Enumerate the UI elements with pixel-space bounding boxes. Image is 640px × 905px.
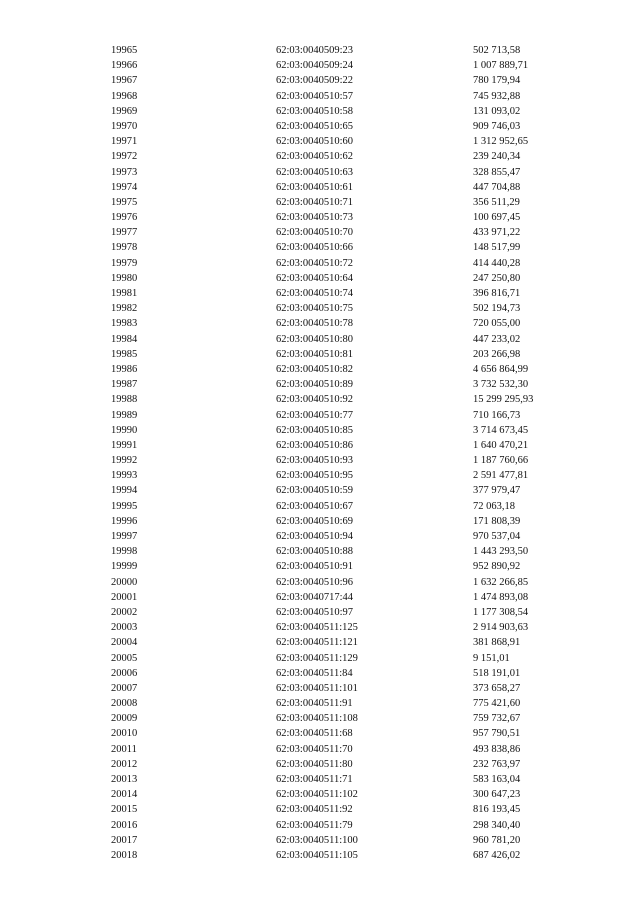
row-number: 19986: [111, 363, 138, 375]
table-row: [0, 392, 640, 407]
cadastral-number: 62:03:0040510:57: [276, 90, 354, 102]
cadastral-number: 62:03:0040510:88: [276, 546, 354, 558]
cadastral-number: 62:03:0040509:24: [276, 60, 354, 72]
row-number: 20011: [111, 743, 137, 755]
amount-value: 710 166,73: [473, 409, 521, 421]
row-number: 20010: [111, 728, 138, 740]
cadastral-number: 62:03:0040510:60: [276, 136, 354, 148]
cadastral-number: 62:03:0040511:80: [276, 758, 353, 770]
cadastral-number: 62:03:0040510:92: [276, 394, 354, 406]
row-number: 20016: [111, 819, 138, 831]
cadastral-number: 62:03:0040510:81: [276, 348, 354, 360]
row-number: 19979: [111, 257, 138, 269]
table-row: [0, 225, 640, 240]
table-row: [0, 438, 640, 453]
table-row: [0, 240, 640, 255]
amount-value: 377 979,47: [473, 485, 521, 497]
amount-value: 328 855,47: [473, 166, 521, 178]
amount-value: 493 838,86: [473, 743, 521, 755]
table-row: [0, 818, 640, 833]
row-number: 19993: [111, 470, 138, 482]
cadastral-number: 62:03:0040511:102: [276, 789, 358, 801]
row-number: 19985: [111, 348, 138, 360]
cadastral-number: 62:03:0040717:44: [276, 591, 354, 603]
row-number: 19977: [111, 227, 138, 239]
row-number: 20007: [111, 682, 138, 694]
row-number: 19968: [111, 90, 138, 102]
table-row: [0, 742, 640, 757]
row-number: 19981: [111, 288, 138, 299]
table-row: [0, 499, 640, 514]
row-number: 19969: [111, 105, 138, 117]
amount-value: 72 063,18: [473, 500, 515, 512]
cadastral-number: 62:03:0040510:67: [276, 500, 354, 512]
table-row: [0, 833, 640, 848]
amount-value: 298 340,40: [473, 819, 521, 831]
amount-value: 816 193,45: [473, 804, 521, 816]
cadastral-number: 62:03:0040510:69: [276, 515, 354, 527]
cadastral-number: 62:03:0040511:125: [276, 622, 358, 634]
row-number: 19999: [111, 561, 138, 573]
cadastral-number: 62:03:0040511:100: [276, 834, 358, 846]
table-row: [0, 165, 640, 180]
table-row: [0, 726, 640, 741]
amount-value: 3 732 532,30: [473, 379, 529, 391]
cadastral-number: 62:03:0040511:129: [276, 652, 358, 664]
cadastral-number: 62:03:0040509:22: [276, 75, 354, 87]
amount-value: 518 191,01: [473, 667, 521, 679]
row-number: 20008: [111, 698, 138, 710]
row-number: 19970: [111, 120, 138, 132]
table-row: [0, 711, 640, 726]
amount-value: 745 932,88: [473, 90, 521, 102]
amount-value: 1 632 266,85: [473, 576, 529, 588]
amount-value: 583 163,04: [473, 774, 521, 785]
row-number: 19994: [111, 485, 138, 497]
amount-value: 381 868,91: [473, 637, 521, 649]
table-row: [0, 104, 640, 119]
cadastral-number: 62:03:0040510:95: [276, 470, 354, 482]
table-row: [0, 544, 640, 559]
cadastral-number: 62:03:0040510:91: [276, 561, 354, 573]
cadastral-number: 62:03:0040509:23: [276, 45, 354, 56]
table-row: [0, 316, 640, 331]
cadastral-number: 62:03:0040510:71: [276, 196, 354, 208]
cadastral-number: 62:03:0040511:70: [276, 743, 353, 755]
cadastral-number: 62:03:0040510:72: [276, 257, 354, 269]
row-number: 19978: [111, 242, 138, 254]
amount-value: 396 816,71: [473, 288, 521, 299]
cadastral-number: 62:03:0040511:108: [276, 713, 358, 725]
amount-value: 100 697,45: [473, 212, 521, 224]
amount-value: 171 808,39: [473, 515, 521, 527]
amount-value: 970 537,04: [473, 531, 521, 542]
amount-value: 148 517,99: [473, 242, 521, 254]
table-row: [0, 73, 640, 88]
amount-value: 780 179,94: [473, 75, 521, 87]
cadastral-number: 62:03:0040510:94: [276, 531, 354, 542]
cadastral-number: 62:03:0040510:70: [276, 227, 354, 239]
amount-value: 447 233,02: [473, 333, 521, 345]
data-table: [0, 43, 640, 863]
amount-value: 687 426,02: [473, 849, 521, 861]
row-number: 20018: [111, 849, 138, 861]
cadastral-number: 62:03:0040511:105: [276, 849, 358, 861]
amount-value: 502 713,58: [473, 45, 521, 56]
table-row: [0, 772, 640, 787]
row-number: 20014: [111, 789, 138, 801]
cadastral-number: 62:03:0040510:85: [276, 424, 354, 436]
amount-value: 1 443 293,50: [473, 546, 529, 558]
amount-value: 957 790,51: [473, 728, 521, 740]
table-row: [0, 483, 640, 498]
table-row: [0, 377, 640, 392]
table-row: [0, 529, 640, 544]
amount-value: 2 591 477,81: [473, 470, 529, 482]
table-row: [0, 559, 640, 574]
amount-value: 247 250,80: [473, 272, 521, 284]
table-row: [0, 408, 640, 423]
cadastral-number: 62:03:0040510:65: [276, 120, 354, 132]
amount-value: 203 266,98: [473, 348, 521, 360]
amount-value: 4 656 864,99: [473, 363, 529, 375]
table-row: [0, 605, 640, 620]
row-number: 19973: [111, 166, 138, 178]
amount-value: 9 151,01: [473, 652, 510, 664]
cadastral-number: 62:03:0040510:59: [276, 485, 354, 497]
row-number: 20002: [111, 606, 138, 618]
cadastral-number: 62:03:0040510:86: [276, 439, 354, 451]
table-row: [0, 514, 640, 529]
amount-value: 1 007 889,71: [473, 60, 529, 72]
row-number: 19976: [111, 212, 138, 224]
table-row: [0, 256, 640, 271]
row-number: 20009: [111, 713, 138, 725]
table-row: [0, 195, 640, 210]
cadastral-number: 62:03:0040510:77: [276, 409, 354, 421]
cadastral-number: 62:03:0040510:63: [276, 166, 354, 178]
cadastral-number: 62:03:0040510:80: [276, 333, 354, 345]
amount-value: 960 781,20: [473, 834, 521, 846]
row-number: 19984: [111, 333, 138, 345]
row-number: 19983: [111, 318, 138, 330]
amount-value: 356 511,29: [473, 196, 520, 208]
amount-value: 502 194,73: [473, 303, 521, 315]
row-number: 20004: [111, 637, 138, 649]
row-number: 19975: [111, 196, 138, 208]
row-number: 19980: [111, 272, 138, 284]
row-number: 20006: [111, 667, 138, 679]
amount-value: 131 093,02: [473, 105, 521, 117]
cadastral-number: 62:03:0040510:97: [276, 606, 354, 618]
table-row: [0, 89, 640, 104]
amount-value: 232 763,97: [473, 758, 521, 770]
row-number: 20017: [111, 834, 138, 846]
amount-value: 1 177 308,54: [473, 606, 529, 618]
amount-value: 909 746,03: [473, 120, 521, 132]
row-number: 19974: [111, 181, 138, 193]
table-row: [0, 347, 640, 362]
row-number: 19967: [111, 75, 138, 87]
cadastral-number: 62:03:0040511:68: [276, 728, 353, 740]
amount-value: 15 299 295,93: [473, 394, 534, 406]
amount-value: 1 640 470,21: [473, 439, 529, 451]
cadastral-number: 62:03:0040510:58: [276, 105, 354, 117]
amount-value: 300 647,23: [473, 789, 521, 801]
cadastral-number: 62:03:0040510:82: [276, 363, 354, 375]
table-row: [0, 802, 640, 817]
table-row: [0, 468, 640, 483]
amount-value: 1 187 760,66: [473, 455, 529, 467]
cadastral-number: 62:03:0040511:79: [276, 819, 353, 831]
row-number: 20005: [111, 652, 138, 664]
cadastral-number: 62:03:0040510:64: [276, 272, 354, 284]
table-row: [0, 210, 640, 225]
cadastral-number: 62:03:0040510:62: [276, 151, 354, 163]
row-number: 19997: [111, 531, 138, 542]
table-row: [0, 271, 640, 286]
row-number: 19998: [111, 546, 138, 558]
table-row: [0, 43, 640, 58]
row-number: 19995: [111, 500, 138, 512]
cadastral-number: 62:03:0040510:96: [276, 576, 354, 588]
table-row: [0, 787, 640, 802]
table-row: [0, 848, 640, 863]
table-row: [0, 362, 640, 377]
table-row: [0, 453, 640, 468]
table-row: [0, 590, 640, 605]
cadastral-number: 62:03:0040510:93: [276, 455, 354, 467]
table-row: [0, 757, 640, 772]
amount-value: 775 421,60: [473, 698, 521, 710]
amount-value: 3 714 673,45: [473, 424, 529, 436]
amount-value: 433 971,22: [473, 227, 521, 239]
row-number: 19989: [111, 409, 138, 421]
row-number: 19971: [111, 136, 138, 148]
row-number: 19988: [111, 394, 138, 406]
table-row: [0, 635, 640, 650]
cadastral-number: 62:03:0040511:92: [276, 804, 353, 816]
cadastral-number: 62:03:0040511:121: [276, 637, 358, 649]
row-number: 20001: [111, 591, 138, 603]
amount-value: 2 914 903,63: [473, 622, 529, 634]
table-row: [0, 301, 640, 316]
table-row: [0, 696, 640, 711]
amount-value: 759 732,67: [473, 713, 521, 725]
table-row: [0, 332, 640, 347]
row-number: 19987: [111, 379, 138, 391]
amount-value: 720 055,00: [473, 318, 521, 330]
table-row: [0, 666, 640, 681]
row-number: 20000: [111, 576, 138, 588]
row-number: 19996: [111, 515, 138, 527]
amount-value: 952 890,92: [473, 561, 521, 573]
amount-value: 1 474 893,08: [473, 591, 529, 603]
cadastral-number: 62:03:0040510:74: [276, 288, 354, 299]
table-row: [0, 149, 640, 164]
row-number: 19972: [111, 151, 138, 163]
cadastral-number: 62:03:0040510:73: [276, 212, 354, 224]
cadastral-number: 62:03:0040510:78: [276, 318, 354, 330]
cadastral-number: 62:03:0040511:91: [276, 698, 353, 710]
row-number: 20013: [111, 774, 138, 785]
cadastral-number: 62:03:0040510:66: [276, 242, 354, 254]
cadastral-number: 62:03:0040510:75: [276, 303, 354, 315]
amount-value: 447 704,88: [473, 181, 521, 193]
table-row: [0, 58, 640, 73]
row-number: 20012: [111, 758, 138, 770]
amount-value: 239 240,34: [473, 151, 521, 163]
table-row: [0, 119, 640, 134]
cadastral-number: 62:03:0040510:89: [276, 379, 354, 391]
amount-value: 1 312 952,65: [473, 136, 529, 148]
row-number: 19990: [111, 424, 138, 436]
row-number: 19992: [111, 455, 138, 467]
row-number: 19965: [111, 45, 138, 56]
cadastral-number: 62:03:0040510:61: [276, 181, 354, 193]
table-row: [0, 180, 640, 195]
amount-value: 373 658,27: [473, 682, 521, 694]
amount-value: 414 440,28: [473, 257, 521, 269]
table-row: [0, 681, 640, 696]
table-row: [0, 575, 640, 590]
row-number: 19982: [111, 303, 138, 315]
table-row: [0, 620, 640, 635]
cadastral-number: 62:03:0040511:101: [276, 682, 358, 694]
table-row: [0, 134, 640, 149]
row-number: 20015: [111, 804, 138, 816]
row-number: 20003: [111, 622, 138, 634]
cadastral-number: 62:03:0040511:84: [276, 667, 353, 679]
row-number: 19991: [111, 439, 138, 451]
table-row: [0, 423, 640, 438]
table-row: [0, 286, 640, 301]
table-row: [0, 651, 640, 666]
cadastral-number: 62:03:0040511:71: [276, 774, 353, 785]
row-number: 19966: [111, 60, 138, 72]
